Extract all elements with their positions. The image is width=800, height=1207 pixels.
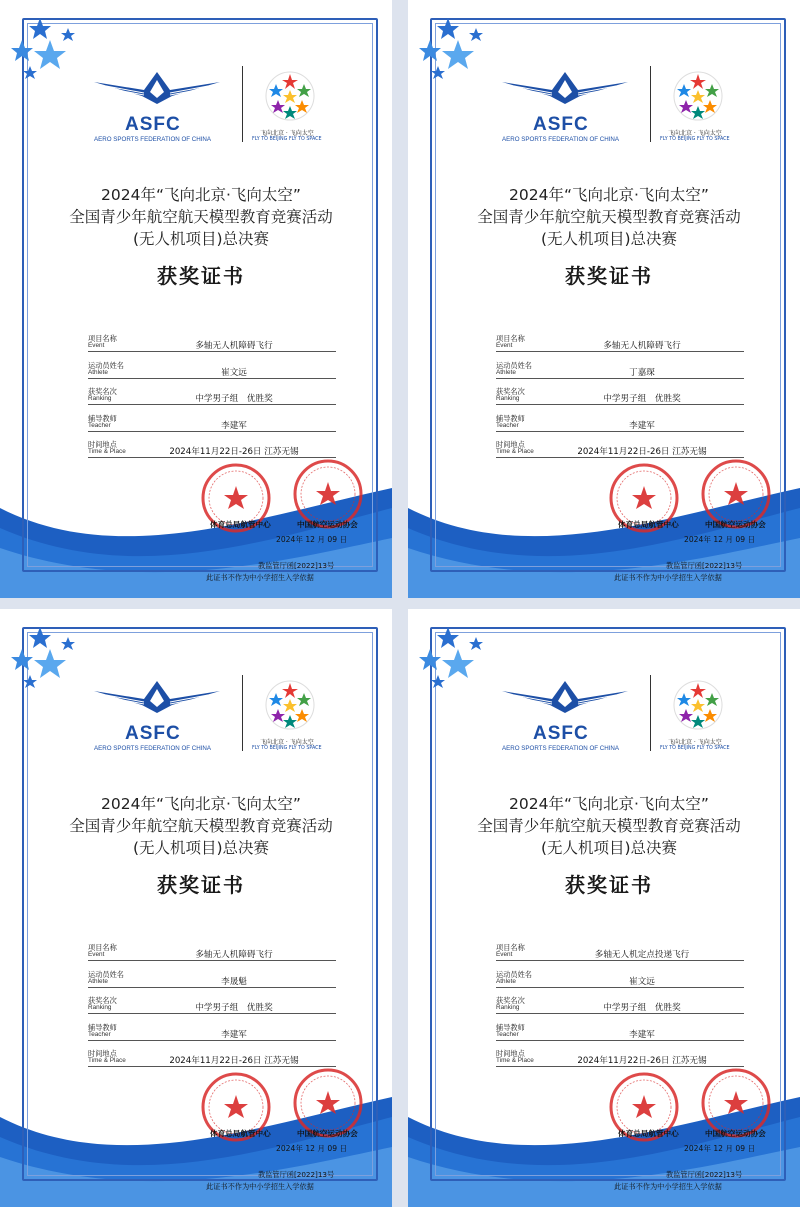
field-label-en: Time & Place <box>88 448 126 455</box>
field-value: 李建军 <box>221 420 247 431</box>
certificate-title-block <box>448 184 770 289</box>
field-label-en: Ranking <box>88 1004 112 1011</box>
event-star-ball-logo-icon <box>672 679 724 731</box>
field-label-en: Ranking <box>496 395 520 402</box>
field-value: 中学男子组 优胜奖 <box>195 1003 273 1013</box>
slogan-cn: 飞向北京 · 飞向太空 <box>668 130 722 137</box>
issuer-2: 中国航空运动协会 <box>705 520 766 529</box>
award-field-row <box>88 943 336 970</box>
issue-date: 2024年 12 月 09 日 <box>684 535 756 544</box>
field-value: 李晟魁 <box>221 976 247 987</box>
field-label-cn: 时间地点 <box>88 440 117 449</box>
slogan-en: FLY TO BEIJING FLY TO SPACE <box>660 746 730 751</box>
field-value: 中学男子组 优胜奖 <box>603 1003 681 1013</box>
award-field-row <box>496 996 744 1023</box>
field-value: 2024年11月22日-26日 江苏无锡 <box>577 1056 707 1066</box>
certificate-card <box>0 609 392 1207</box>
title-line-1: 2024年“飞向北京·飞向太空” <box>101 186 301 204</box>
award-field-row <box>88 1023 336 1050</box>
field-label-cn: 项目名称 <box>496 943 525 952</box>
field-label-en: Time & Place <box>496 1057 534 1064</box>
field-value: 丁嘉琛 <box>629 367 655 378</box>
field-value: 多轴无人机障碍飞行 <box>195 341 273 351</box>
certificate-heading: 获奖证书 <box>565 264 653 288</box>
field-label-cn: 辅导教师 <box>88 1022 117 1032</box>
field-label-cn: 获奖名次 <box>88 996 117 1005</box>
certificate-heading: 获奖证书 <box>157 264 245 288</box>
slogan-cn: 飞向北京 · 飞向太空 <box>668 739 722 746</box>
asfc-brand-text: ASFC <box>125 723 181 744</box>
title-line-1: 2024年“飞向北京·飞向太空” <box>509 795 709 813</box>
field-value: 多轴无人机定点投递飞行 <box>594 950 690 960</box>
logo-divider <box>650 675 651 751</box>
slogan-cn: 飞向北京 · 飞向太空 <box>260 130 314 137</box>
field-underline <box>88 1013 336 1014</box>
title-line-3: (无人机项目)总决赛 <box>540 230 678 248</box>
award-field-row <box>496 387 744 414</box>
title-line-3: (无人机项目)总决赛 <box>132 839 270 857</box>
field-label-cn: 时间地点 <box>496 1049 525 1058</box>
field-label-cn: 获奖名次 <box>496 387 525 396</box>
title-line-1: 2024年“飞向北京·飞向太空” <box>509 186 709 204</box>
field-label-cn: 运动员姓名 <box>88 969 124 979</box>
field-value: 李建军 <box>629 420 655 431</box>
field-value: 2024年11月22日-26日 江苏无锡 <box>169 1056 299 1066</box>
field-label-cn: 辅导教师 <box>496 413 525 423</box>
field-label-en: Teacher <box>88 421 111 429</box>
document-number: 教监管厅函[2022]13号 <box>258 1170 335 1179</box>
field-label-en: Time & Place <box>88 1057 126 1064</box>
field-value: 中学男子组 优胜奖 <box>603 394 681 404</box>
header-logos <box>500 62 730 152</box>
asfc-wing-logo-icon <box>500 679 630 715</box>
field-label-en: Athlete <box>496 977 516 985</box>
title-line-2: 全国青少年航空航天模型教育竞赛活动 <box>477 208 741 226</box>
field-label-en: Event <box>88 342 105 349</box>
field-label-cn: 运动员姓名 <box>496 360 532 370</box>
title-line-1: 2024年“飞向北京·飞向太空” <box>101 795 301 813</box>
field-label-en: Ranking <box>88 395 112 402</box>
award-fields <box>496 943 744 1076</box>
issuer-1: 体育总局航管中心 <box>618 1129 679 1138</box>
field-label-en: Teacher <box>496 421 519 429</box>
issue-date: 2024年 12 月 09 日 <box>276 1144 348 1153</box>
award-fields <box>88 943 336 1076</box>
certificate-heading: 获奖证书 <box>565 873 653 897</box>
slogan-en: FLY TO BEIJING FLY TO SPACE <box>252 137 322 142</box>
field-value: 崔文远 <box>221 367 247 378</box>
award-field-row <box>496 361 744 388</box>
field-underline <box>88 960 336 961</box>
issue-date: 2024年 12 月 09 日 <box>684 1144 756 1153</box>
award-field-row <box>88 361 336 388</box>
field-underline <box>496 351 744 352</box>
title-line-2: 全国青少年航空航天模型教育竞赛活动 <box>477 817 741 835</box>
asfc-brand-text: ASFC <box>533 114 589 135</box>
field-underline <box>88 431 336 432</box>
stars-decoration-icon <box>0 609 90 699</box>
field-value: 多轴无人机障碍飞行 <box>195 950 273 960</box>
issue-date: 2024年 12 月 09 日 <box>276 535 348 544</box>
field-label-en: Event <box>88 951 105 958</box>
header-logos <box>92 62 322 152</box>
asfc-brand-text: ASFC <box>125 114 181 135</box>
field-label-cn: 辅导教师 <box>496 1022 525 1032</box>
disclaimer-note: 此证书不作为中小学招生入学依据 <box>206 1182 314 1191</box>
document-number: 教监管厅函[2022]13号 <box>666 1170 743 1179</box>
field-underline <box>88 987 336 988</box>
field-value: 多轴无人机障碍飞行 <box>603 341 681 351</box>
field-label-cn: 项目名称 <box>88 943 117 952</box>
header-logos <box>92 671 322 761</box>
certificate-title-block <box>448 793 770 898</box>
field-underline <box>88 1040 336 1041</box>
field-label-cn: 运动员姓名 <box>496 969 532 979</box>
certificate-heading: 获奖证书 <box>157 873 245 897</box>
field-underline <box>496 378 744 379</box>
award-field-row <box>496 943 744 970</box>
field-label-cn: 项目名称 <box>88 334 117 343</box>
award-field-row <box>88 996 336 1023</box>
award-field-row <box>88 970 336 997</box>
field-underline <box>88 404 336 405</box>
slogan-en: FLY TO BEIJING FLY TO SPACE <box>660 137 730 142</box>
field-label-cn: 辅导教师 <box>88 413 117 423</box>
field-underline <box>496 960 744 961</box>
award-field-row <box>496 334 744 361</box>
field-label-cn: 时间地点 <box>496 440 525 449</box>
field-label-en: Teacher <box>88 1030 111 1038</box>
certificate-card <box>0 0 392 598</box>
disclaimer-note: 此证书不作为中小学招生入学依据 <box>206 573 314 582</box>
title-line-2: 全国青少年航空航天模型教育竞赛活动 <box>69 817 333 835</box>
field-value: 崔文远 <box>629 976 655 987</box>
award-field-row <box>496 414 744 441</box>
asfc-subtitle: AERO SPORTS FEDERATION OF CHINA <box>502 136 620 143</box>
award-fields <box>496 334 744 467</box>
issuer-1: 体育总局航管中心 <box>210 520 271 529</box>
certificate-card <box>408 609 800 1207</box>
field-label-cn: 运动员姓名 <box>88 360 124 370</box>
field-underline <box>496 1013 744 1014</box>
stars-decoration-icon <box>0 0 90 90</box>
award-field-row <box>496 1023 744 1050</box>
field-label-en: Athlete <box>88 368 108 376</box>
field-underline <box>496 404 744 405</box>
document-number: 教监管厅函[2022]13号 <box>666 561 743 570</box>
document-number: 教监管厅函[2022]13号 <box>258 561 335 570</box>
field-label-cn: 获奖名次 <box>496 996 525 1005</box>
award-field-row <box>88 387 336 414</box>
field-underline <box>88 351 336 352</box>
field-label-cn: 获奖名次 <box>88 387 117 396</box>
issuer-2: 中国航空运动协会 <box>297 1129 358 1138</box>
field-value: 李建军 <box>629 1029 655 1040</box>
certificate-card <box>408 0 800 598</box>
issuer-2: 中国航空运动协会 <box>705 1129 766 1138</box>
slogan-en: FLY TO BEIJING FLY TO SPACE <box>252 746 322 751</box>
field-label-en: Athlete <box>88 977 108 985</box>
field-label-en: Time & Place <box>496 448 534 455</box>
asfc-wing-logo-icon <box>500 70 630 106</box>
field-value: 中学男子组 优胜奖 <box>195 394 273 404</box>
field-underline <box>496 431 744 432</box>
award-fields <box>88 334 336 467</box>
field-underline <box>88 378 336 379</box>
certificate-title-block <box>40 184 362 289</box>
field-underline <box>496 987 744 988</box>
disclaimer-note: 此证书不作为中小学招生入学依据 <box>614 573 722 582</box>
asfc-subtitle: AERO SPORTS FEDERATION OF CHINA <box>502 745 620 752</box>
logo-divider <box>242 66 243 142</box>
logo-divider <box>650 66 651 142</box>
field-value: 2024年11月22日-26日 江苏无锡 <box>577 447 707 457</box>
issuer-1: 体育总局航管中心 <box>210 1129 271 1138</box>
field-label-cn: 时间地点 <box>88 1049 117 1058</box>
event-star-ball-logo-icon <box>264 679 316 731</box>
title-line-3: (无人机项目)总决赛 <box>540 839 678 857</box>
disclaimer-note: 此证书不作为中小学招生入学依据 <box>614 1182 722 1191</box>
asfc-subtitle: AERO SPORTS FEDERATION OF CHINA <box>94 136 212 143</box>
field-underline <box>496 1040 744 1041</box>
award-field-row <box>496 970 744 997</box>
issuer-2: 中国航空运动协会 <box>297 520 358 529</box>
asfc-wing-logo-icon <box>92 70 222 106</box>
header-logos <box>500 671 730 761</box>
field-label-cn: 项目名称 <box>496 334 525 343</box>
event-star-ball-logo-icon <box>672 70 724 122</box>
slogan-cn: 飞向北京 · 飞向太空 <box>260 739 314 746</box>
issuer-1: 体育总局航管中心 <box>618 520 679 529</box>
stars-decoration-icon <box>408 609 498 699</box>
field-label-en: Teacher <box>496 1030 519 1038</box>
asfc-subtitle: AERO SPORTS FEDERATION OF CHINA <box>94 745 212 752</box>
title-line-2: 全国青少年航空航天模型教育竞赛活动 <box>69 208 333 226</box>
field-label-en: Event <box>496 951 513 958</box>
asfc-brand-text: ASFC <box>533 723 589 744</box>
award-field-row <box>88 414 336 441</box>
certificate-title-block <box>40 793 362 898</box>
logo-divider <box>242 675 243 751</box>
asfc-wing-logo-icon <box>92 679 222 715</box>
title-line-3: (无人机项目)总决赛 <box>132 230 270 248</box>
field-value: 2024年11月22日-26日 江苏无锡 <box>169 447 299 457</box>
event-star-ball-logo-icon <box>264 70 316 122</box>
field-label-en: Athlete <box>496 368 516 376</box>
award-field-row <box>88 334 336 361</box>
field-label-en: Ranking <box>496 1004 520 1011</box>
field-value: 李建军 <box>221 1029 247 1040</box>
field-label-en: Event <box>496 342 513 349</box>
stars-decoration-icon <box>408 0 498 90</box>
